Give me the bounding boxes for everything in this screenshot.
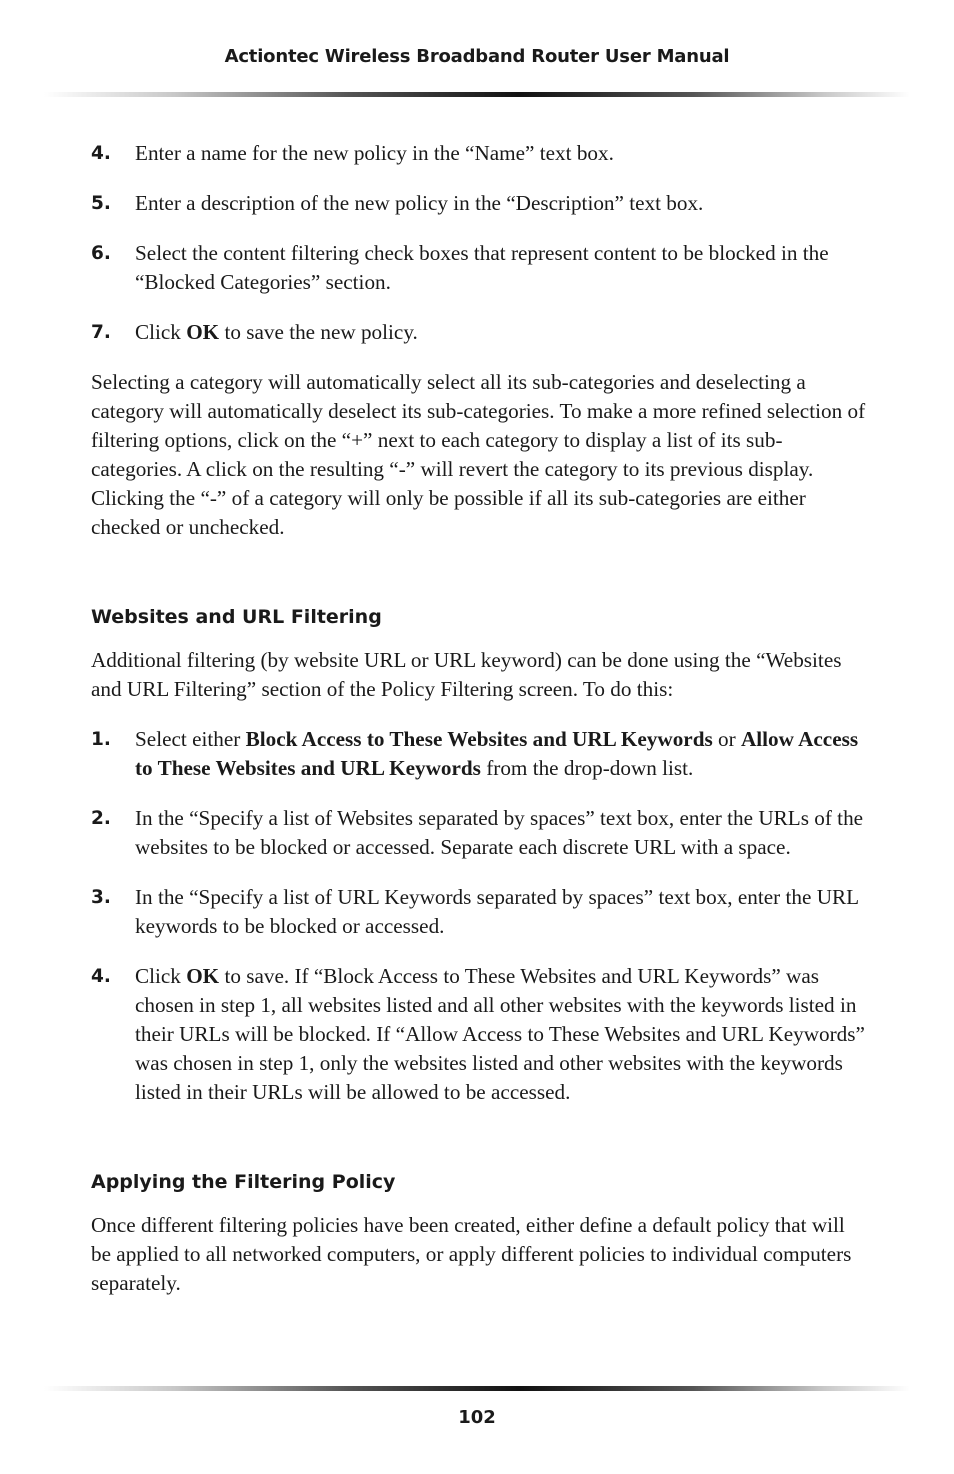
allow-option-label: Allow Access to These Websites and URL Keywords	[135, 727, 859, 780]
step-text: Select the content filtering check boxes that represent content to be blocked in the “Blocked Categories” section.	[135, 241, 829, 294]
policy-step-6	[91, 239, 866, 297]
step-text	[135, 725, 866, 783]
step-text: In the “Specify a list of URL Keywords separated by spaces” text box, enter the URL keywords to be blocked or accessed.	[135, 885, 859, 938]
step-number: 5.	[91, 193, 111, 214]
page-content	[91, 139, 866, 1319]
ok-keyword: OK	[186, 964, 220, 988]
step-text	[135, 962, 866, 1107]
step-number: 4.	[91, 143, 111, 164]
step-number: 7.	[91, 322, 111, 343]
applying-heading: Applying the Filtering Policy	[91, 1171, 396, 1193]
step-text-pre: Select either	[135, 727, 246, 751]
step-text-post: to save. If “Block Access to These Websites and URL Keywords” was chosen in step 1, all websites listed and all other websites with the keywords listed in their URLs will be blocked. If “Allow Access to These Websites and URL Keywords” was chosen in step 1, only the websites listed and other websites with the keywords listed in their URLs will be allowed to be accessed.	[135, 964, 865, 1104]
step-text-pre: Click	[135, 964, 187, 988]
step-text-pre: Click	[135, 320, 187, 344]
step-number: 4.	[91, 966, 111, 987]
step-text-post: to save the new policy.	[219, 320, 418, 344]
ok-keyword: OK	[186, 320, 220, 344]
websites-heading: Websites and URL Filtering	[91, 606, 382, 628]
applying-paragraph: Once different filtering policies have been created, either define a default policy that will be applied to all networked computers, or apply different policies to individual computers separately.	[91, 1213, 852, 1295]
websites-step-1	[91, 725, 866, 783]
header-rule	[44, 92, 910, 97]
page-number: 102	[458, 1407, 496, 1428]
step-number: 6.	[91, 243, 111, 264]
footer-rule	[44, 1386, 910, 1391]
step-number: 2.	[91, 808, 111, 829]
step-text-post: from the drop-down list.	[480, 756, 694, 780]
step-number: 1.	[91, 729, 111, 750]
category-paragraph: Selecting a category will automatically select all its sub-categories and deselecting a category will automatically deselect its sub-categories. To make a more refined selection of filtering options, click on the “+” next to each category to display a list of its sub-categories. A click on the resulting “-” will revert the category to its previous display. Clicking the “-” of a category will only be possible if all its sub-categories are either checked or unchecked.	[91, 370, 866, 539]
policy-step-4	[91, 139, 866, 168]
step-text-mid: or	[712, 727, 741, 751]
step-text: Enter a name for the new policy in the “Name” text box.	[135, 141, 614, 165]
policy-step-5	[91, 189, 866, 218]
step-text	[135, 318, 866, 347]
policy-step-7	[91, 318, 866, 347]
block-option-label: Block Access to These Websites and URL Keywords	[245, 727, 713, 751]
websites-step-3	[91, 883, 866, 941]
step-text: Enter a description of the new policy in the “Description” text box.	[135, 191, 704, 215]
websites-intro: Additional filtering (by website URL or URL keyword) can be done using the “Websites and URL Filtering” section of the Policy Filtering screen. To do this:	[91, 648, 842, 701]
step-number: 3.	[91, 887, 111, 908]
step-text: In the “Specify a list of Websites separated by spaces” text box, enter the URLs of the websites to be blocked or accessed. Separate each discrete URL with a space.	[135, 806, 864, 859]
manual-title: Actiontec Wireless Broadband Router User Manual	[224, 46, 730, 67]
websites-step-4	[91, 962, 866, 1107]
websites-step-2	[91, 804, 866, 862]
